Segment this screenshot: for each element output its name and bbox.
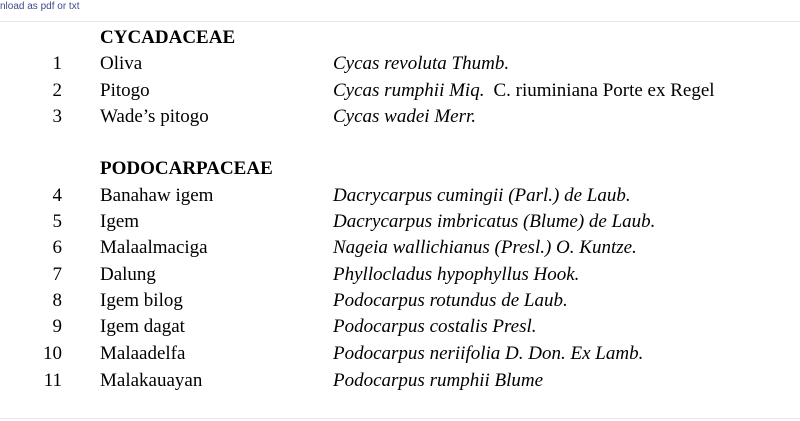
scientific-name-cell	[333, 79, 715, 103]
download-link[interactable]: nload as pdf or txt	[0, 1, 80, 12]
scientific-name: Podocarpus costalis Presl.	[333, 316, 537, 337]
scientific-name: Podocarpus rotundus de Laub.	[333, 290, 568, 311]
footer-divider	[0, 418, 800, 419]
scientific-name: Dacrycarpus cumingii (Parl.) de Laub.	[333, 185, 631, 206]
scientific-name: Cycas rumphii Miq.	[333, 80, 485, 101]
scientific-name: Cycas wadei Merr.	[333, 106, 477, 127]
scientific-name-cell	[333, 342, 643, 366]
table-row	[0, 210, 800, 236]
local-name: Wade’s pitogo	[100, 106, 209, 127]
row-number: 11	[43, 370, 62, 391]
row-number: 4	[52, 185, 62, 206]
table-row	[0, 79, 800, 105]
table-row	[0, 236, 800, 262]
scientific-name: Podocarpus rumphii Blume	[333, 370, 544, 391]
table-row	[0, 315, 800, 341]
local-name: Malakauayan	[100, 370, 203, 391]
scientific-name: Phyllocladus hypophyllus Hook.	[333, 264, 580, 285]
scientific-name-cell	[333, 210, 655, 234]
table-row	[0, 52, 800, 78]
table-row	[0, 263, 800, 289]
scientific-name-cell	[333, 236, 637, 260]
scientific-name-cell	[333, 369, 543, 393]
local-name: Malaalmaciga	[100, 237, 208, 258]
row-number: 8	[52, 290, 62, 311]
local-name: Igem dagat	[100, 316, 185, 337]
local-name: Malaadelfa	[100, 343, 186, 364]
row-number: 5	[52, 211, 62, 232]
scientific-name: Dacrycarpus imbricatus (Blume) de Laub.	[333, 211, 656, 232]
row-number: 1	[52, 53, 62, 74]
table-row	[0, 184, 800, 210]
scientific-name-cell	[333, 105, 476, 129]
family-heading-cycadaceae: CYCADACEAE	[100, 27, 236, 48]
local-name: Dalung	[100, 264, 156, 285]
scientific-name: Podocarpus neriifolia D. Don. Ex Lamb.	[333, 343, 644, 364]
scientific-name-cell	[333, 263, 579, 287]
table-row	[0, 369, 800, 395]
header-divider	[0, 21, 800, 22]
scientific-name: Cycas revoluta Thumb.	[333, 53, 510, 74]
row-number: 2	[52, 80, 62, 101]
local-name: Pitogo	[100, 80, 150, 101]
scientific-name-cell	[333, 184, 631, 208]
synonym-name: C. riuminiana Porte ex Regel	[493, 80, 715, 101]
table-row	[0, 342, 800, 368]
local-name: Banahaw igem	[100, 185, 214, 206]
row-number: 10	[43, 343, 62, 364]
scientific-name: Nageia wallichianus (Presl.) O. Kuntze.	[333, 237, 637, 258]
row-number: 7	[52, 264, 62, 285]
table-row	[0, 289, 800, 315]
table-row	[0, 105, 800, 131]
scientific-name-cell	[333, 289, 568, 313]
local-name: Igem bilog	[100, 290, 183, 311]
scientific-name-cell	[333, 315, 537, 339]
family-heading-podocarpaceae: PODOCARPACEAE	[100, 158, 273, 179]
row-number: 9	[52, 316, 62, 337]
local-name: Igem	[100, 211, 140, 232]
local-name: Oliva	[100, 53, 143, 74]
row-number: 6	[52, 237, 62, 258]
row-number: 3	[52, 106, 62, 127]
scientific-name-cell	[333, 52, 509, 76]
